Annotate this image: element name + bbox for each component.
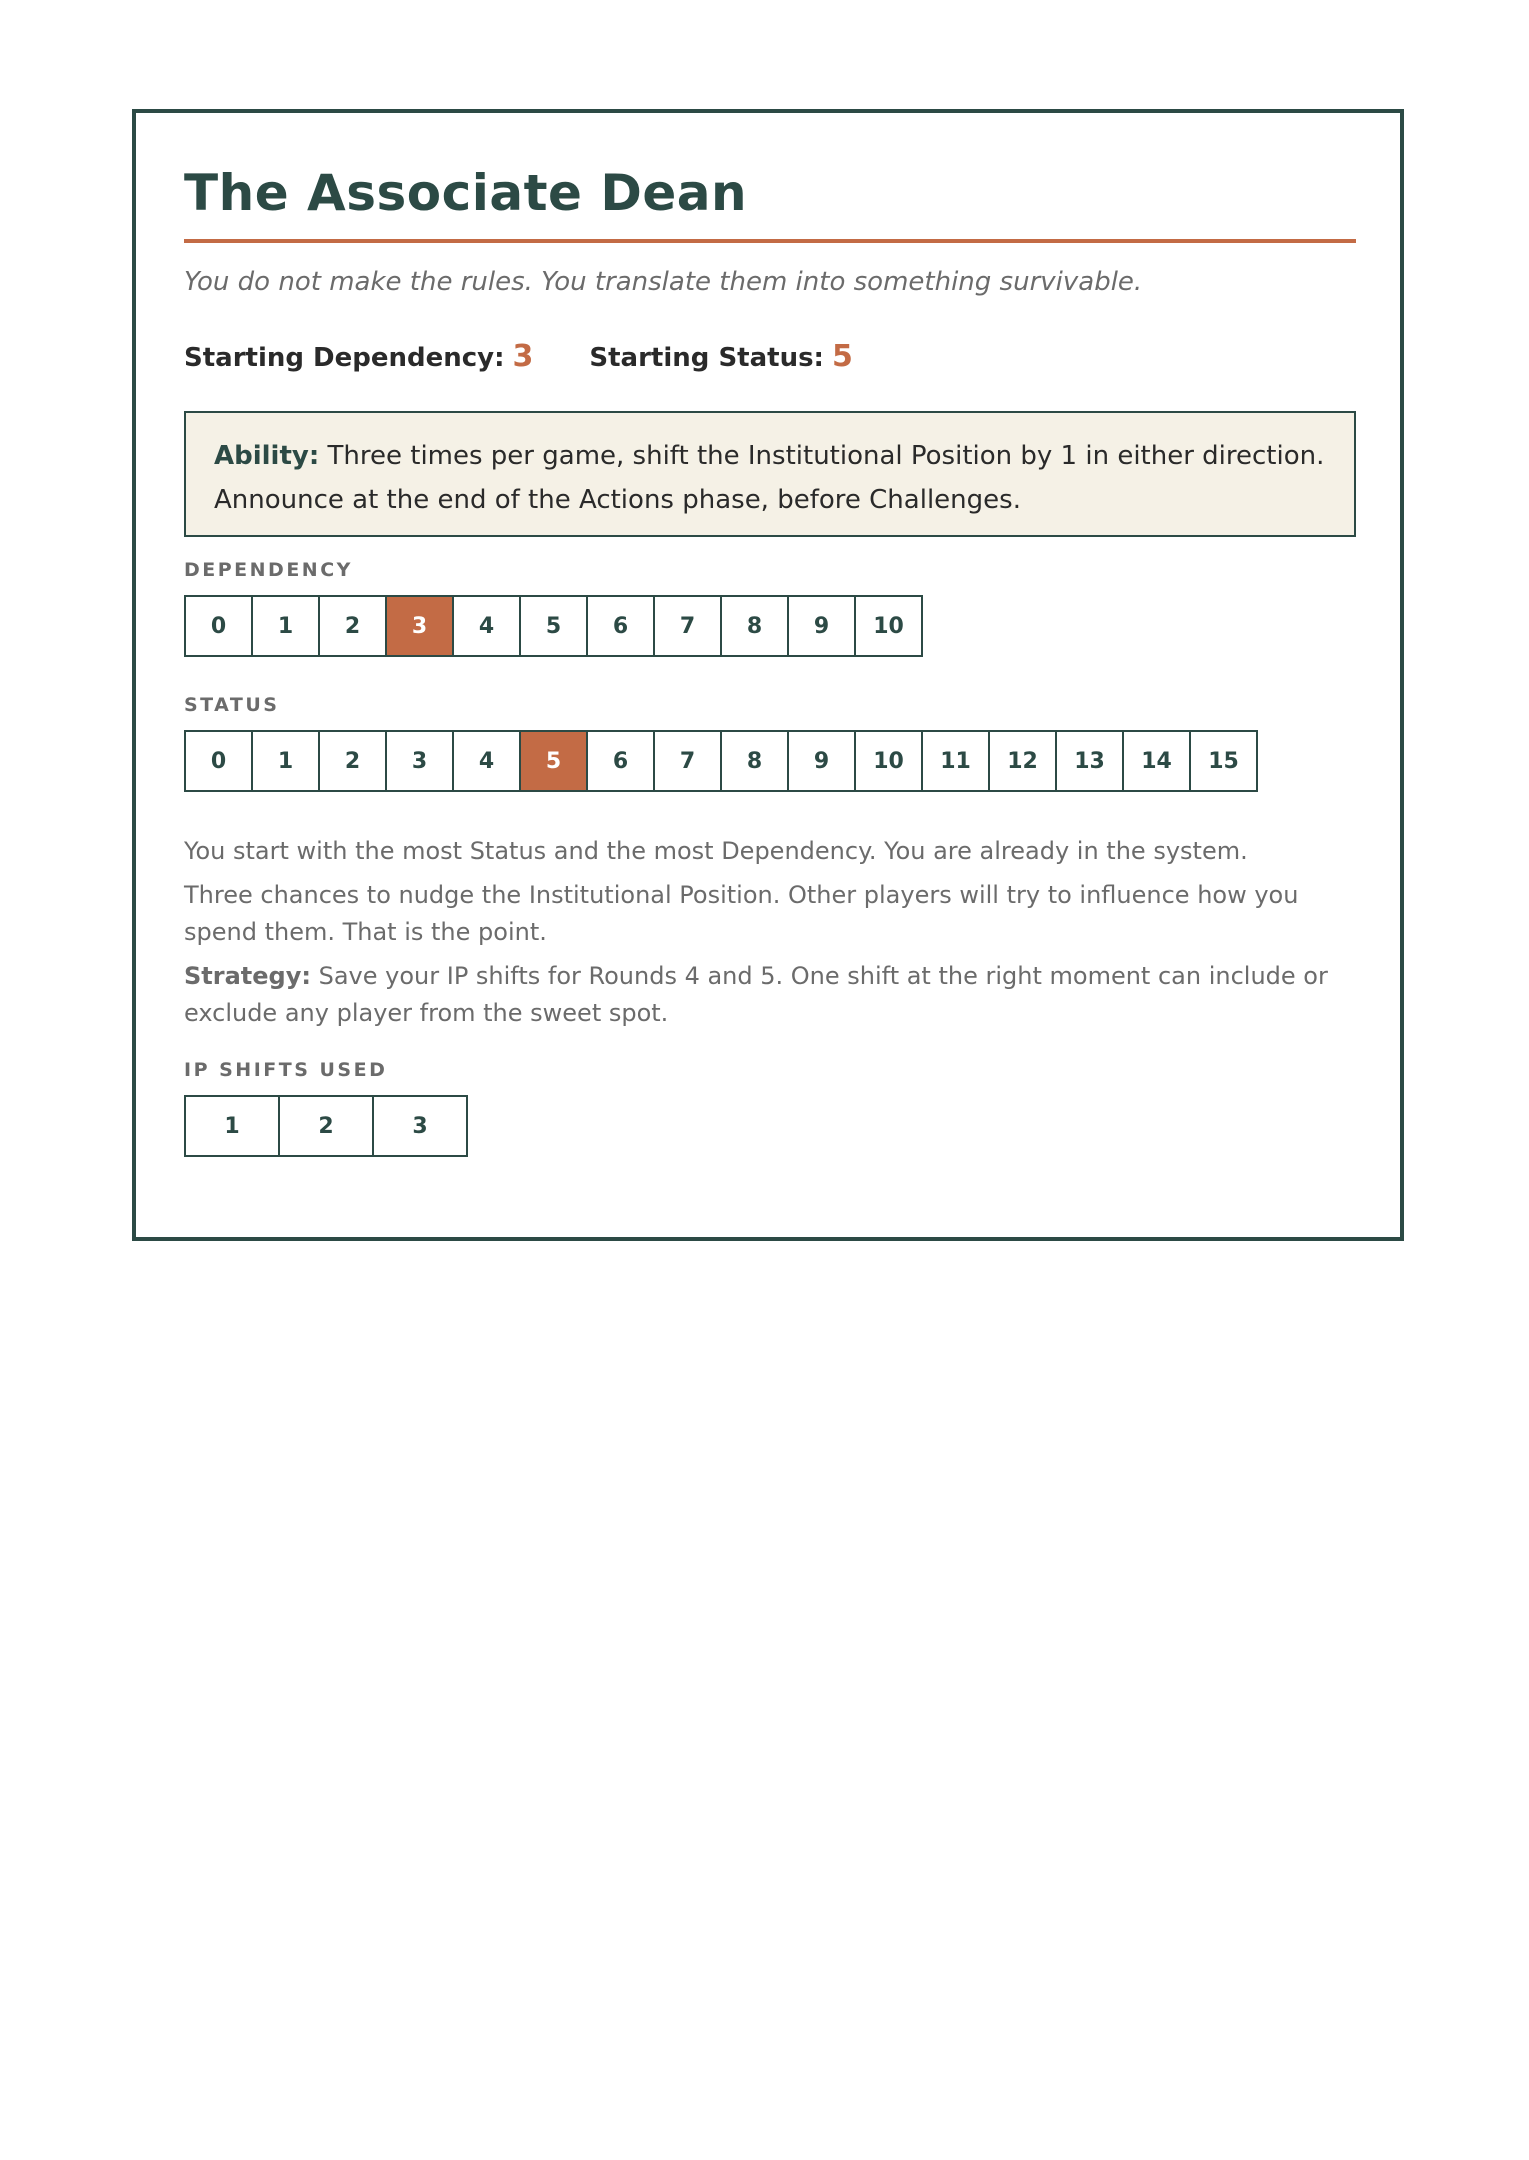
status-cell-13[interactable]: 13 <box>1057 732 1124 790</box>
starting-dependency <box>184 339 533 374</box>
dependency-cell-6[interactable]: 6 <box>588 597 655 655</box>
ability-description: Three times per game, shift the Institutional Position by 1 in either direction. Announce at the end of the Actions phase, before Challenges. <box>214 441 1325 515</box>
status-cell-3[interactable]: 3 <box>387 732 454 790</box>
dependency-track-label: DEPENDENCY <box>184 559 353 581</box>
note-line-2: Three chances to nudge the Institutional Position. Other players will try to influence how you spend them. That is the point. <box>184 881 1299 946</box>
status-cell-0[interactable]: 0 <box>186 732 253 790</box>
starting-dependency-value: 3 <box>512 339 534 374</box>
status-cell-7[interactable]: 7 <box>655 732 722 790</box>
dependency-cell-0[interactable]: 0 <box>186 597 253 655</box>
ip-shifts-label: IP SHIFTS USED <box>184 1059 388 1081</box>
status-cell-6[interactable]: 6 <box>588 732 655 790</box>
status-cell-2[interactable]: 2 <box>320 732 387 790</box>
status-cell-5[interactable]: 5 <box>521 732 588 790</box>
status-cell-11[interactable]: 11 <box>923 732 990 790</box>
status-track <box>184 730 1258 792</box>
status-cell-10[interactable]: 10 <box>856 732 923 790</box>
starting-status-label: Starting Status: <box>589 343 824 373</box>
dependency-cell-8[interactable]: 8 <box>722 597 789 655</box>
dependency-cell-2[interactable]: 2 <box>320 597 387 655</box>
status-cell-15[interactable]: 15 <box>1191 732 1258 790</box>
status-cell-8[interactable]: 8 <box>722 732 789 790</box>
status-cell-12[interactable]: 12 <box>990 732 1057 790</box>
status-cell-9[interactable]: 9 <box>789 732 856 790</box>
dependency-cell-3[interactable]: 3 <box>387 597 454 655</box>
dependency-cell-10[interactable]: 10 <box>856 597 923 655</box>
starting-dependency-label: Starting Dependency: <box>184 343 505 373</box>
note-line-1: You start with the most Status and the most Dependency. You are already in the system. <box>184 837 1248 865</box>
ip-shift-cell-2[interactable]: 2 <box>280 1097 374 1155</box>
ip-shift-cell-3[interactable]: 3 <box>374 1097 468 1155</box>
status-cell-14[interactable]: 14 <box>1124 732 1191 790</box>
character-card <box>132 109 1404 1241</box>
title-divider <box>184 239 1356 243</box>
starting-status <box>589 339 852 374</box>
dependency-track <box>184 595 923 657</box>
character-tagline: You do not make the rules. You translate them into something survivable. <box>184 267 1143 297</box>
ability-text-block <box>214 434 1326 522</box>
status-cell-1[interactable]: 1 <box>253 732 320 790</box>
dependency-cell-4[interactable]: 4 <box>454 597 521 655</box>
ip-shifts-track <box>184 1095 468 1157</box>
starting-status-value: 5 <box>831 339 853 374</box>
dependency-cell-7[interactable]: 7 <box>655 597 722 655</box>
dependency-cell-1[interactable]: 1 <box>253 597 320 655</box>
strategy-text: Save your IP shifts for Rounds 4 and 5. One shift at the right moment can include or exclude any player from the sweet spot. <box>184 962 1328 1027</box>
character-title: The Associate Dean <box>184 164 748 222</box>
status-track-label: STATUS <box>184 694 280 716</box>
ability-box <box>184 411 1356 537</box>
ip-shift-cell-1[interactable]: 1 <box>186 1097 280 1155</box>
dependency-cell-5[interactable]: 5 <box>521 597 588 655</box>
strategy-label: Strategy: <box>184 962 311 990</box>
starting-stats <box>184 339 853 379</box>
dependency-cell-9[interactable]: 9 <box>789 597 856 655</box>
strategy-note <box>184 958 1364 1032</box>
ability-label: Ability: <box>214 441 320 471</box>
status-cell-4[interactable]: 4 <box>454 732 521 790</box>
